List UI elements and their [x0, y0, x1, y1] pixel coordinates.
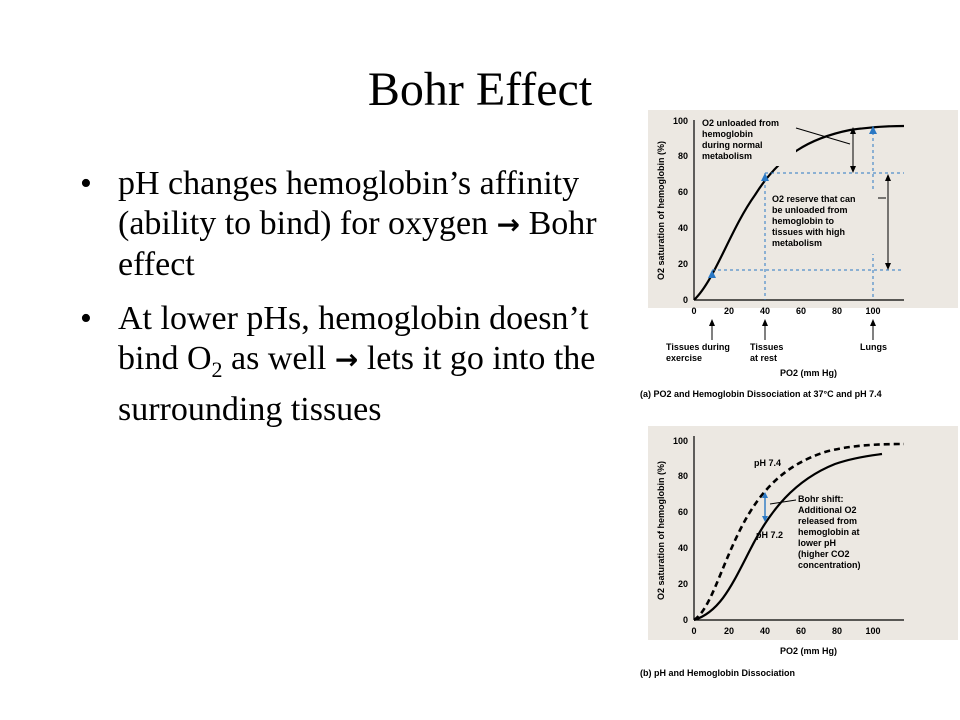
bullet-item-2: [80, 299, 600, 430]
right-arrow-icon: →: [334, 343, 359, 376]
figure-a-ytick: 20: [677, 259, 688, 269]
svg-text:Tissues during: Tissues during: [666, 342, 730, 352]
svg-text:Bohr shift:: Bohr shift:: [798, 494, 844, 504]
figure-a-xtick: 0: [691, 306, 697, 316]
bullet-dot: •: [80, 300, 92, 337]
figure-b-xtick: 80: [831, 626, 843, 636]
svg-text:be unloaded from: be unloaded from: [772, 205, 848, 215]
svg-text:O2 unloaded from: O2 unloaded from: [702, 118, 780, 128]
bullet-item-1: [80, 164, 600, 285]
bullet2-mid: as well: [231, 340, 327, 377]
bullet-list: [80, 164, 600, 444]
bullet1-text: pH changes hemoglobin’s affinity (ability to bind) for oxygen: [118, 165, 580, 242]
figure-b-ytick: 0: [682, 615, 688, 625]
svg-text:lower pH: lower pH: [798, 538, 837, 548]
svg-text:released from: released from: [798, 516, 858, 526]
figure-a-ytick: 0: [682, 295, 688, 305]
figure-b-xtick: 0: [691, 626, 697, 636]
figure-a-xlabel: PO2 (mm Hg): [780, 368, 838, 378]
svg-text:hemoglobin to: hemoglobin to: [772, 216, 834, 226]
svg-text:metabolism: metabolism: [772, 238, 823, 248]
figure-a-ytick: 100: [672, 116, 688, 126]
figure-b-ph74-label: pH 7.4: [754, 458, 782, 468]
figure-b-ytick: 100: [672, 436, 688, 446]
bullet2-pre: At lower pHs, hemoglobin doesn’t bind O: [118, 300, 589, 377]
svg-text:exercise: exercise: [666, 353, 703, 363]
figure-a-ytick: 80: [677, 151, 688, 161]
svg-text:during normal: during normal: [702, 140, 763, 150]
figure-b-ytick: 80: [677, 471, 688, 481]
svg-text:(higher CO2: (higher CO2: [798, 549, 850, 559]
svg-text:concentration): concentration): [798, 560, 861, 570]
figure-a-xtick: 80: [831, 306, 843, 316]
svg-text:at rest: at rest: [750, 353, 778, 363]
right-arrow-icon: →: [496, 208, 521, 241]
bullet-dot: •: [80, 165, 92, 202]
figure-b-ylabel: O2 saturation of hemoglobin (%): [656, 461, 666, 600]
figure-b-ytick: 40: [677, 543, 688, 553]
figure-b-xtick: 20: [723, 626, 735, 636]
figure-a-xtick: 40: [759, 306, 771, 316]
figure-a-point-arrows: [712, 322, 873, 340]
figure-b-ytick: 20: [677, 579, 688, 589]
figure-a-point-labels: [666, 342, 887, 363]
svg-text:Additional O2: Additional O2: [798, 505, 857, 515]
svg-text:Tissues: Tissues: [750, 342, 784, 352]
figure-b-ph72-label: pH 7.2: [756, 530, 784, 540]
figure-a-caption: (a) PO2 and Hemoglobin Dissociation at 37°C and pH 7.4: [640, 389, 882, 399]
figure-b-xlabel: PO2 (mm Hg): [780, 646, 838, 656]
figure-a-xtick: 60: [795, 306, 807, 316]
figure-b-caption: (b) pH and Hemoglobin Dissociation: [640, 668, 795, 678]
figure-b-ytick: 60: [677, 507, 688, 517]
figure-a-point-heads: [709, 319, 876, 326]
figure-a-xtick: 100: [865, 306, 881, 316]
bullet2-subscript: 2: [211, 356, 223, 382]
bullet1-after: Bohr effect: [118, 205, 597, 283]
figure-a-ytick: 60: [677, 187, 688, 197]
svg-text:hemoglobin: hemoglobin: [702, 129, 753, 139]
svg-text:Lungs: Lungs: [860, 342, 887, 352]
figure-b-xtick: 100: [865, 626, 881, 636]
svg-text:O2 reserve that can: O2 reserve that can: [772, 194, 856, 204]
figure-b-xtick: 60: [795, 626, 807, 636]
figure-b: [620, 420, 960, 704]
svg-text:metabolism: metabolism: [702, 151, 753, 161]
svg-text:tissues with high: tissues with high: [772, 227, 846, 237]
figure-a-xtick: 20: [723, 306, 735, 316]
figure-a: [620, 100, 960, 400]
bullet2-post: lets it go into the surrounding tissues: [118, 340, 596, 428]
figure-a-ylabel: O2 saturation of hemoglobin (%): [656, 141, 666, 280]
figure-b-xtick: 40: [759, 626, 771, 636]
slide-title: Bohr Effect: [367, 63, 593, 116]
svg-text:hemoglobin at: hemoglobin at: [798, 527, 860, 537]
figure-a-ytick: 40: [677, 223, 688, 233]
